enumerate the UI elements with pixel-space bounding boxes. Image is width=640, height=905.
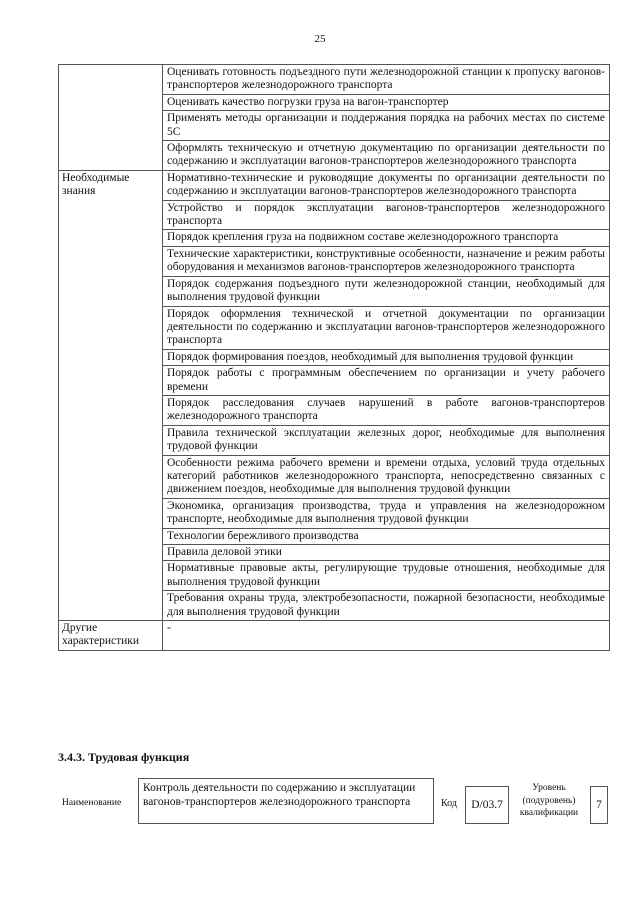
table-row: [59, 94, 610, 110]
table-row: [59, 561, 610, 591]
row-text: Оценивать качество погрузки груза на вагон-транспортер: [163, 94, 610, 110]
table-row: [59, 230, 610, 246]
table-row: [59, 141, 610, 171]
table-row: [59, 545, 610, 561]
row-label: [59, 230, 163, 246]
row-label: [59, 425, 163, 455]
row-label: [59, 366, 163, 396]
row-label: [59, 498, 163, 528]
page-number: 25: [314, 33, 326, 45]
function-name-box: Контроль деятельности по содержанию и эксплуатации вагонов-транспортеров железнодорожного транспорта: [138, 778, 434, 824]
row-label: [59, 200, 163, 230]
table-row: [59, 591, 610, 621]
row-label: [59, 141, 163, 171]
row-text: -: [163, 621, 610, 651]
table-row: [59, 349, 610, 365]
table-row: [59, 395, 610, 425]
row-text: Экономика, организация производства, труда и управления на железнодорожном транспорте, необходимые для выполнения трудовой функции: [163, 498, 610, 528]
row-text: Нормативные правовые акты, регулирующие трудовые отношения, необходимые для выполнения трудовой функции: [163, 561, 610, 591]
row-text: Порядок крепления груза на подвижном составе железнодорожного транспорта: [163, 230, 610, 246]
row-text: Особенности режима рабочего времени и времени отдыха, условий труда отдельных категорий работников железнодорожного транспорта, непосредственно связанных с движением поездов, необходимые для выполнения трудовой функции: [163, 455, 610, 498]
row-label: [59, 246, 163, 276]
row-text: Правила технической эксплуатации железных дорог, необходимые для выполнения трудовой функции: [163, 425, 610, 455]
table-row: [59, 200, 610, 230]
level-label: Уровень (подуровень) квалификации: [519, 783, 579, 818]
section-heading: 3.4.3. Трудовая функция: [58, 750, 190, 764]
name-label: Наименование: [62, 798, 122, 808]
row-label: [59, 306, 163, 349]
table-row: [59, 425, 610, 455]
row-text: Порядок оформления технической и отчетной документации по организации деятельности по содержанию и эксплуатации вагонов-транспортеров железнодорожного транспорта: [163, 306, 610, 349]
table-row: [59, 246, 610, 276]
row-text: Технические характеристики, конструктивные особенности, назначение и режим работы оборудования и механизмов вагонов-транспортеров железнодорожного транспорта: [163, 246, 610, 276]
table-row: [59, 306, 610, 349]
table-row: [59, 528, 610, 544]
row-text: Применять методы организации и поддержания порядка на рабочих местах по системе 5С: [163, 111, 610, 141]
table-row: [59, 111, 610, 141]
table-row: [59, 498, 610, 528]
row-text: Порядок расследования случаев нарушений в работе вагонов-транспортеров железнодорожного транспорта: [163, 395, 610, 425]
row-text: Оценивать готовность подъездного пути железнодорожной станции к пропуску вагонов-транспортеров железнодорожного транспорта: [163, 65, 610, 95]
row-label: [59, 94, 163, 110]
row-label: [59, 65, 163, 95]
row-label: [59, 545, 163, 561]
row-label-knowledge: Необходимые знания: [59, 170, 163, 200]
knowledge-table: [58, 64, 610, 651]
row-text: Устройство и порядок эксплуатации вагонов-транспортеров железнодорожного транспорта: [163, 200, 610, 230]
table-row: [59, 276, 610, 306]
level-box: 7: [590, 786, 608, 824]
row-label-other: Другие характеристики: [59, 621, 163, 651]
code-label: Код: [441, 798, 457, 809]
row-label: [59, 455, 163, 498]
row-text: Нормативно-технические и руководящие документы по организации деятельности по содержанию и эксплуатации вагонов-транспортеров железнодорожного транспорта: [163, 170, 610, 200]
table-row: [59, 65, 610, 95]
row-text: Правила деловой этики: [163, 545, 610, 561]
row-label: [59, 395, 163, 425]
row-text: Порядок содержания подъездного пути железнодорожной станции, необходимый для выполнения трудовой функции: [163, 276, 610, 306]
table-row: [59, 366, 610, 396]
row-text: Порядок формирования поездов, необходимый для выполнения трудовой функции: [163, 349, 610, 365]
row-label: [59, 276, 163, 306]
row-label: [59, 591, 163, 621]
table-row: [59, 621, 610, 651]
row-label: [59, 349, 163, 365]
table-row: [59, 455, 610, 498]
code-box: D/03.7: [465, 786, 509, 824]
table-row: [59, 170, 610, 200]
row-text: Технологии бережливого производства: [163, 528, 610, 544]
row-text: Требования охраны труда, электробезопасности, пожарной безопасности, необходимые для выполнения трудовой функции: [163, 591, 610, 621]
row-text: Порядок работы с программным обеспечением по организации и учету рабочего времени: [163, 366, 610, 396]
function-header: [58, 778, 610, 826]
row-label: [59, 528, 163, 544]
row-label: [59, 561, 163, 591]
row-text: Оформлять техническую и отчетную документацию по организации деятельности по содержанию и эксплуатации вагонов-транспортеров железнодорожного транспорта: [163, 141, 610, 171]
row-label: [59, 111, 163, 141]
